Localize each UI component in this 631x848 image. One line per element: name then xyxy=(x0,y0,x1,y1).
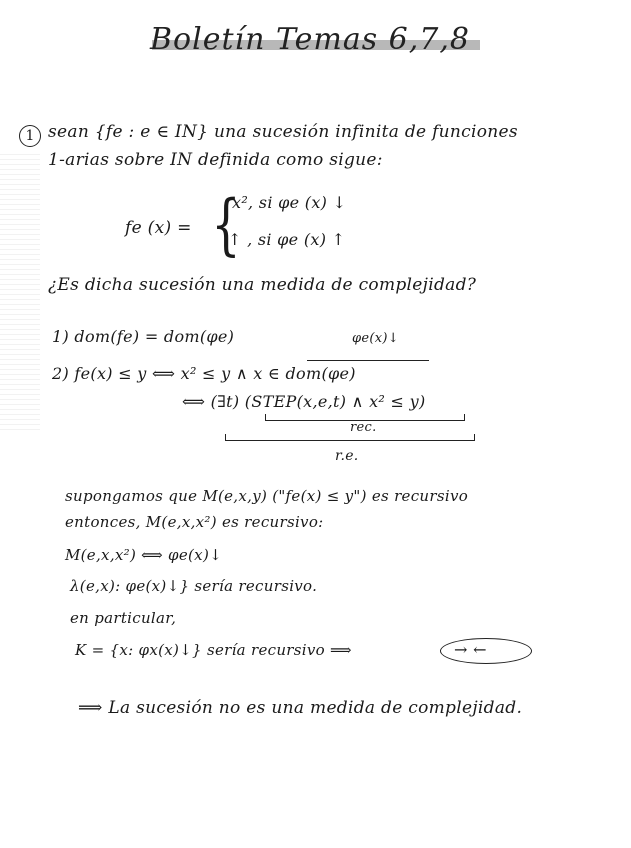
overline-domain xyxy=(307,360,429,361)
step-2-line-1: 2) fe(x) ≤ y ⟺ x² ≤ y ∧ x ∈ dom(φe) xyxy=(52,364,356,383)
statement-line-1: sean {fe : e ∈ IN} una sucesión infinita de funciones xyxy=(48,122,518,142)
proof-line-2: entonces, M(e,x,x²) es recursivo: xyxy=(65,513,324,531)
definition-brace: { xyxy=(211,186,241,263)
problem-number: 1 xyxy=(19,125,41,147)
definition-case-1: x², si φe (x) ↓ xyxy=(232,193,347,212)
label-rec: rec. xyxy=(350,420,377,435)
proof-line-4: λ(e,x): φe(x)↓} sería recursivo. xyxy=(70,577,318,595)
step-1: 1) dom(fe) = dom(φe) xyxy=(52,327,235,346)
contradiction-symbol: → ← xyxy=(454,640,487,659)
definition-lhs: fe (x) = xyxy=(125,218,192,238)
proof-line-5: en particular, xyxy=(70,609,177,627)
conclusion: ⟹ La sucesión no es una medida de complejidad. xyxy=(78,698,523,718)
bracket-re xyxy=(225,434,475,441)
proof-line-6: K = {x: φx(x)↓} sería recursivo ⟹ xyxy=(75,641,352,659)
statement-line-2: 1-arias sobre IN definida como sigue: xyxy=(48,150,383,170)
definition-case-2: ↑ , si φe (x) ↑ xyxy=(228,230,346,249)
page-title: Boletín Temas 6,7,8 xyxy=(150,22,470,57)
annotation-phi-defined: φe(x)↓ xyxy=(352,331,399,346)
scan-noise xyxy=(0,150,40,430)
proof-line-1: supongamos que M(e,x,y) ("fe(x) ≤ y") es recursivo xyxy=(65,487,469,505)
proof-line-3: M(e,x,x²) ⟺ φe(x)↓ xyxy=(65,546,222,564)
label-re: r.e. xyxy=(335,448,359,464)
step-2-line-2: ⟺ (∃t) (STEP(x,e,t) ∧ x² ≤ y) xyxy=(182,392,426,411)
question: ¿Es dicha sucesión una medida de complejidad? xyxy=(48,275,477,295)
